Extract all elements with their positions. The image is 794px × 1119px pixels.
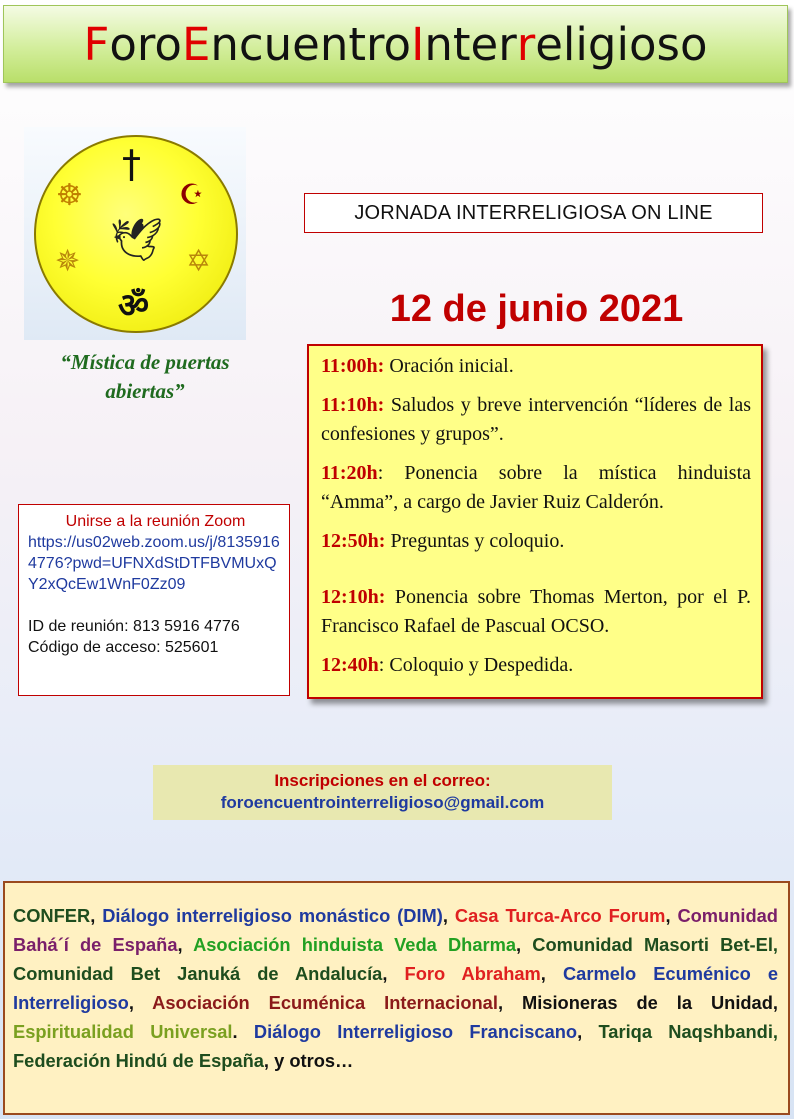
schedule-item <box>321 583 751 641</box>
partner-name: , <box>382 963 405 984</box>
om-icon: ॐ <box>118 286 150 326</box>
schedule-item <box>321 527 751 556</box>
partner-name: Asociación Ecuménica Internacional <box>152 992 498 1013</box>
schedule-item <box>321 651 751 680</box>
title-part: I <box>411 17 425 71</box>
partner-name: , <box>90 905 103 926</box>
schedule-text: : Ponencia sobre la mística hinduista “Amma”, a cargo de Javier Ruiz Calderón. <box>321 462 751 513</box>
partner-name: Comunidad Masorti Bet-El, Comunidad Bet Januká de Andalucía <box>13 934 778 984</box>
schedule-time: 11:20h <box>321 462 378 484</box>
motto: “Mística de puertas abiertas” <box>60 350 230 403</box>
schedule-item <box>321 391 751 449</box>
zoom-title: Unirse a la reunión Zoom <box>65 513 246 530</box>
cross-icon: † <box>122 142 141 186</box>
emblem-circle <box>34 135 238 333</box>
dharma-wheel-icon: ☸ <box>56 178 83 213</box>
registration-box <box>153 765 612 820</box>
partner-name: Carmelo Ecuménico e Interreligioso <box>13 963 778 1013</box>
registration-label: Inscripciones en el correo: <box>274 771 491 790</box>
partner-name: , y otros… <box>263 1050 354 1071</box>
schedule-time: 11:10h: <box>321 394 385 416</box>
schedule-text: Oración inicial. <box>384 355 514 377</box>
partner-name: Tariqa Naqshbandi, Federación Hindú de España <box>13 1021 778 1071</box>
title-part: eligioso <box>535 17 708 71</box>
partner-name: Misioneras de la Unidad <box>521 992 773 1013</box>
crescent-icon: ☪ <box>179 178 205 211</box>
partner-name: . <box>232 1021 254 1042</box>
title-part: ncuentro <box>210 17 412 71</box>
registration-email[interactable]: foroencuentrointerreligioso@gmail.com <box>220 793 545 812</box>
star-of-david-icon: ✡ <box>186 244 212 279</box>
title-banner <box>3 5 788 83</box>
bahai-star-icon: ✵ <box>55 244 81 279</box>
schedule-item <box>321 352 751 381</box>
partner-name: , <box>516 934 533 955</box>
partners-box <box>3 881 790 1115</box>
schedule-time: 12:50h: <box>321 530 386 552</box>
partner-name: , <box>177 934 194 955</box>
partner-name: Asociación hinduista Veda Dharma <box>193 934 517 955</box>
zoom-passcode: Código de acceso: 525601 <box>28 639 219 656</box>
title-part: E <box>181 17 211 71</box>
partner-name: Diálogo interreligioso monástico (DIM) <box>102 905 443 926</box>
schedule-text: : Coloquio y Despedida. <box>378 654 574 676</box>
title-part: r <box>516 17 536 71</box>
partner-name: Casa Turca-Arco Forum <box>454 905 666 926</box>
partner-name: , <box>772 992 778 1013</box>
schedule-time: 11:00h: <box>321 355 385 377</box>
title-part: F <box>83 17 110 71</box>
zoom-info-box <box>18 504 290 696</box>
event-type-label: JORNADA INTERRELIGIOSA ON LINE <box>304 193 763 233</box>
event-date: 12 de junio 2021 <box>389 288 684 330</box>
partner-name: Foro Abraham <box>404 963 541 984</box>
zoom-link[interactable]: https://us02web.zoom.us/j/81359164776?pwd=UFNXdStDTFBVMUxQY2xQcEw1WnF0Zz09 <box>28 534 280 593</box>
title-part: nter <box>424 17 517 71</box>
partner-name: , <box>665 905 678 926</box>
schedule-text: Saludos y breve intervención “líderes de las confesiones y grupos”. <box>321 394 751 445</box>
interfaith-emblem <box>24 127 246 340</box>
schedule-panel <box>307 344 763 699</box>
partner-name: Espiritualidad Universal <box>13 1021 233 1042</box>
schedule-text: Preguntas y coloquio. <box>385 530 565 552</box>
partner-name: , <box>540 963 563 984</box>
partner-name: , <box>577 1021 599 1042</box>
zoom-meeting-id: ID de reunión: 813 5916 4776 <box>28 618 240 635</box>
partner-name: Comunidad Bahá´í de España <box>13 905 778 955</box>
schedule-text: Ponencia sobre Thomas Merton, por el P. Francisco Rafael de Pascual OCSO. <box>321 586 751 637</box>
schedule-time: 12:10h: <box>321 586 386 608</box>
partner-name: , <box>497 992 522 1013</box>
partner-name: Diálogo Interreligioso Franciscano <box>253 1021 578 1042</box>
dove-icon: 🕊 <box>110 215 164 264</box>
title-part: oro <box>109 17 182 71</box>
partner-name: CONFER <box>13 905 91 926</box>
schedule-item <box>321 459 751 517</box>
schedule-time: 12:40h <box>321 654 379 676</box>
partner-name: , <box>128 992 153 1013</box>
partner-name: , <box>442 905 455 926</box>
